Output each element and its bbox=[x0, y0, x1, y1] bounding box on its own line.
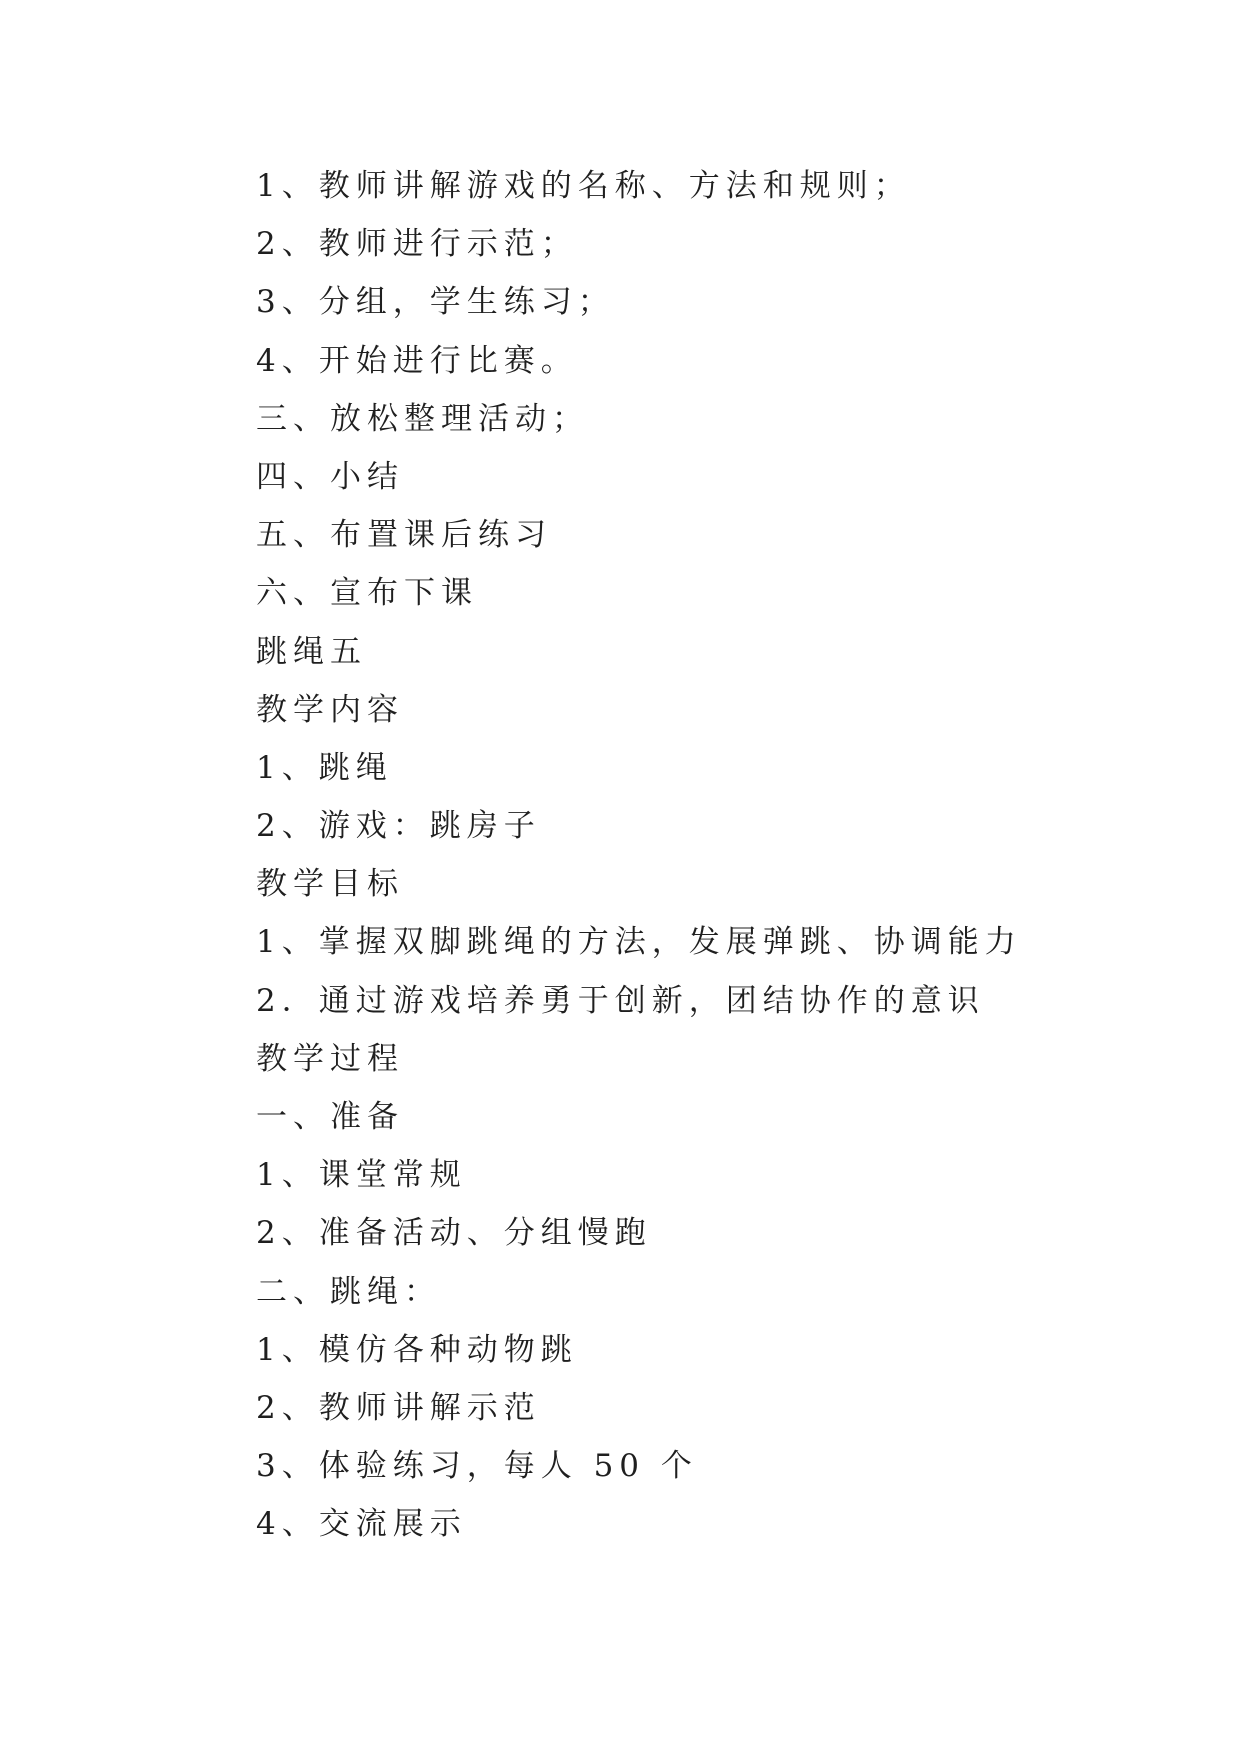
text-line: 2、教师进行示范； bbox=[256, 226, 578, 263]
text-line: 2、教师讲解示范 bbox=[256, 1389, 541, 1426]
text-line: 2．通过游戏培养勇于创新，团结协作的意识 bbox=[256, 982, 985, 1019]
text-line: 4、开始进行比赛。 bbox=[256, 342, 578, 379]
subheading-goals: 教学目标 bbox=[256, 866, 404, 903]
subheading-content: 教学内容 bbox=[256, 691, 404, 728]
section-heading: 二、跳绳： bbox=[256, 1273, 441, 1310]
text-line: 1、教师讲解游戏的名称、方法和规则； bbox=[256, 168, 911, 204]
document-body bbox=[256, 157, 1136, 1554]
section-heading: 四、小结 bbox=[256, 458, 404, 495]
section-heading: 五、布置课后练习 bbox=[256, 517, 552, 554]
text-line: 3、体验练习，每人 50 个 bbox=[256, 1448, 698, 1485]
text-line: 1、模仿各种动物跳 bbox=[256, 1331, 578, 1368]
text-line: 1、课堂常规 bbox=[256, 1157, 467, 1194]
section-heading: 一、准备 bbox=[256, 1099, 404, 1135]
text-line: 2、准备活动、分组慢跑 bbox=[256, 1215, 652, 1252]
section-heading: 三、放松整理活动； bbox=[256, 400, 589, 437]
text-line: 1、跳绳 bbox=[256, 749, 393, 786]
section-heading: 六、宣布下课 bbox=[256, 575, 478, 612]
subheading-process: 教学过程 bbox=[256, 1040, 404, 1077]
lesson-title: 跳绳五 bbox=[256, 633, 367, 670]
text-line: 1、掌握双脚跳绳的方法，发展弹跳、协调能力 bbox=[256, 924, 1022, 961]
text-line: 2、游戏：跳房子 bbox=[256, 808, 541, 845]
text-line: 4、交流展示 bbox=[256, 1506, 467, 1543]
text-line: 3、分组，学生练习； bbox=[256, 284, 615, 321]
